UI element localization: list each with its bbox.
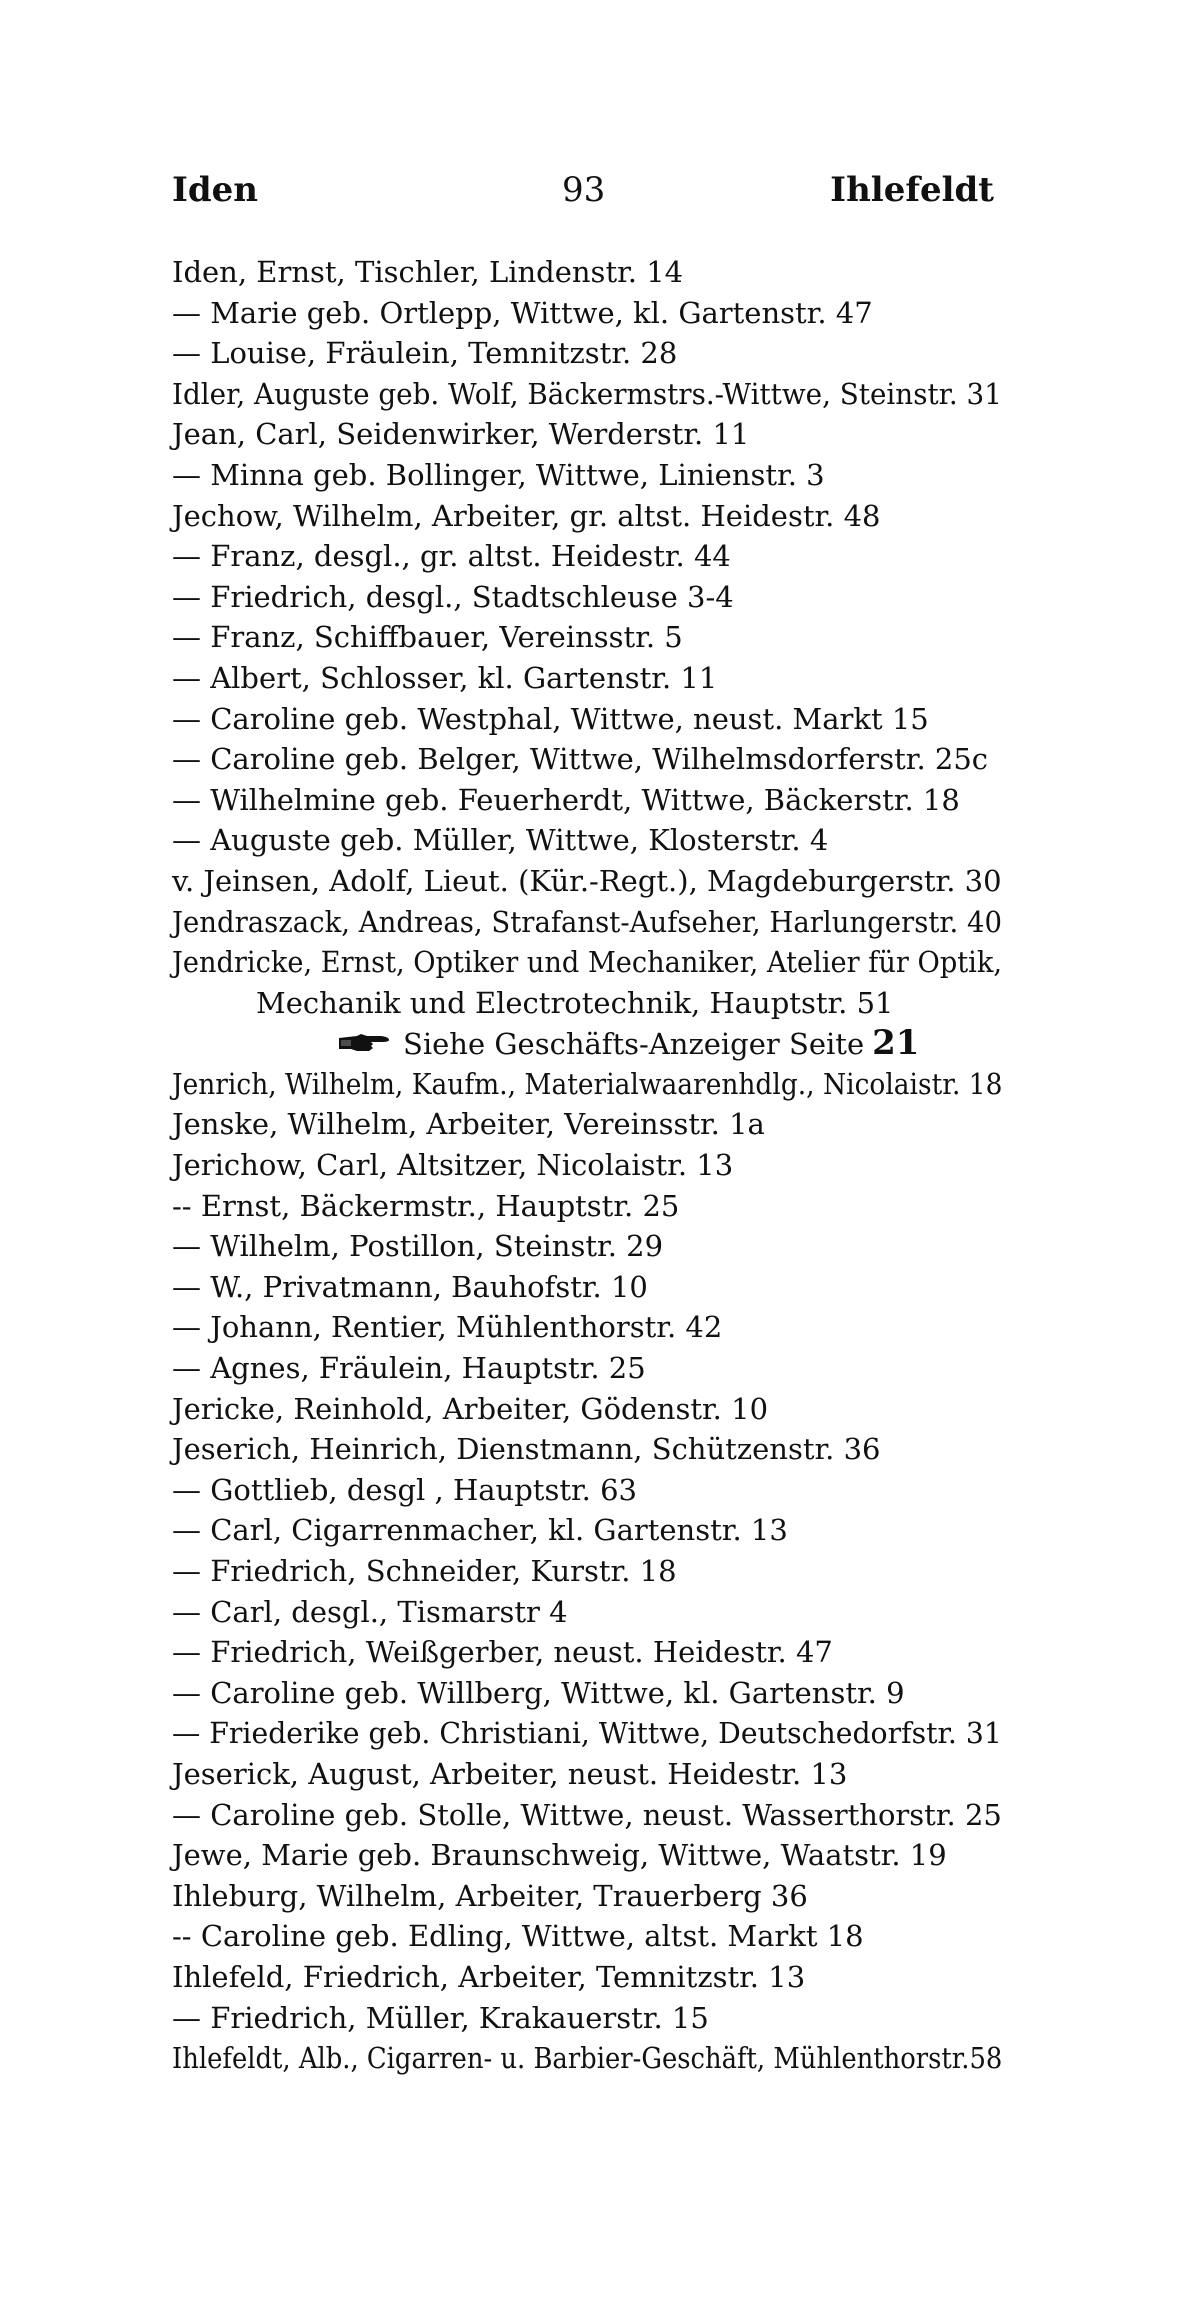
directory-subentry	[172, 1348, 1002, 1389]
advertisement-reference	[172, 1023, 1002, 1064]
entry-text: Jeserick, August, Arbeiter, neust. Heidestr. 13	[172, 1756, 848, 1791]
entry-text: Caroline geb. Edling, Wittwe, altst. Markt 18	[200, 1919, 864, 1954]
directory-subentry	[172, 1226, 1002, 1267]
entry-text: Ihlefeldt, Alb., Cigarren- u. Barbier-Geschäft, Mühlenthorstr.58	[172, 2041, 1003, 2076]
entry-text: Idler, Auguste geb. Wolf, Bäckermstrs.-Wittwe, Steinstr. 31	[172, 376, 1002, 411]
directory-entry	[172, 496, 1002, 537]
directory-subentry	[172, 293, 1002, 334]
entry-text: Jenske, Wilhelm, Arbeiter, Vereinsstr. 1a	[172, 1107, 765, 1142]
entry-text: Jericke, Reinhold, Arbeiter, Gödenstr. 10	[172, 1391, 769, 1426]
entry-text: Auguste geb. Müller, Wittwe, Klosterstr. 4	[210, 823, 829, 858]
entry-text: Jerichow, Carl, Altsitzer, Nicolaistr. 13	[172, 1148, 734, 1183]
entry-text: W., Privatmann, Bauhofstr. 10	[210, 1269, 648, 1304]
entry-text: Caroline geb. Belger, Wittwe, Wilhelmsdorferstr. 25c	[210, 742, 989, 777]
directory-entry	[172, 414, 1002, 455]
directory-entry	[172, 374, 1002, 415]
ditto-dash: —	[172, 1513, 211, 1548]
ditto-dash: —	[172, 539, 211, 574]
ditto-dash: —	[172, 1472, 211, 1507]
directory-entry	[172, 942, 1002, 983]
entry-text: Ihlefeld, Friedrich, Arbeiter, Temnitzstr. 13	[172, 1959, 806, 1994]
entry-text: Mechanik und Electrotechnik, Hauptstr. 51	[256, 985, 894, 1020]
directory-subentry	[172, 1592, 1002, 1633]
ditto-dash: —	[172, 701, 211, 736]
directory-subentry	[172, 780, 1002, 821]
directory-entry	[172, 902, 1003, 943]
page-number: 93	[562, 170, 606, 210]
ditto-dash: --	[172, 1919, 201, 1954]
entry-text: Wilhelm, Postillon, Steinstr. 29	[210, 1229, 664, 1264]
directory-subentry	[172, 1267, 1002, 1308]
directory-subentry	[172, 1795, 1002, 1836]
ditto-dash: --	[172, 1188, 201, 1223]
entry-text: Johann, Rentier, Mühlenthorstr. 42	[210, 1310, 723, 1345]
ditto-dash: —	[172, 1310, 211, 1345]
entry-continuation	[172, 983, 1002, 1024]
ditto-dash: —	[172, 1797, 211, 1832]
ditto-dash: —	[172, 1594, 211, 1629]
directory-subentry	[172, 1998, 1002, 2039]
entry-text: Jeserich, Heinrich, Dienstmann, Schützenstr. 36	[172, 1432, 881, 1467]
ditto-dash: —	[172, 1554, 211, 1588]
entry-text: Caroline geb. Willberg, Wittwe, kl. Gartenstr. 9	[210, 1675, 905, 1710]
directory-entry	[172, 1389, 1002, 1430]
directory-subentry	[172, 333, 1002, 374]
entry-text: Wilhelmine geb. Feuerherdt, Wittwe, Bäckerstr. 18	[210, 782, 960, 817]
directory-subentry	[172, 577, 1002, 618]
ditto-dash: —	[172, 1229, 211, 1264]
entry-text: Gottlieb, desgl , Hauptstr. 63	[210, 1472, 637, 1507]
directory-subentry	[172, 699, 1002, 740]
directory-entry	[172, 861, 1002, 902]
entry-text: Caroline geb. Westphal, Wittwe, neust. Markt 15	[210, 701, 929, 736]
entry-text: Franz, desgl., gr. altst. Heidestr. 44	[210, 539, 731, 574]
entry-text: Friedrich, Müller, Krakauerstr. 15	[210, 2000, 709, 2035]
entry-text: Carl, desgl., Tismarstr 4	[210, 1594, 568, 1629]
entry-text: Carl, Cigarrenmacher, kl. Gartenstr. 13	[210, 1513, 788, 1548]
ad-reference-text: Siehe Geschäfts-Anzeiger Seite	[403, 1027, 865, 1062]
ditto-dash: —	[172, 457, 211, 492]
directory-entry	[172, 252, 1002, 293]
entry-text: Marie geb. Ortlepp, Wittwe, kl. Gartenstr. 47	[210, 295, 873, 330]
ditto-dash: —	[172, 1351, 211, 1386]
ditto-dash: —	[172, 295, 211, 330]
directory-subentry	[172, 1470, 1002, 1511]
entry-text: Louise, Fräulein, Temnitzstr. 28	[210, 336, 678, 371]
directory-entry	[172, 1876, 1002, 1917]
directory-subentry	[172, 1510, 1002, 1551]
directory-subentry	[172, 1186, 1002, 1227]
directory-entry	[172, 1104, 1002, 1145]
directory-entries	[172, 252, 1002, 2079]
ditto-dash: —	[172, 1716, 210, 1751]
directory-subentry	[172, 1673, 1002, 1714]
ad-page-number: 21	[872, 1023, 920, 1064]
ditto-dash: —	[172, 1675, 211, 1710]
directory-subentry	[172, 1307, 1002, 1348]
directory-subentry	[172, 1632, 1002, 1673]
ditto-dash: —	[172, 660, 211, 695]
ditto-dash: —	[172, 579, 211, 614]
directory-subentry	[172, 739, 1002, 780]
directory-subentry	[172, 455, 1002, 496]
entry-text: Jendricke, Ernst, Optiker und Mechaniker, Atelier für Optik,	[172, 945, 1002, 980]
entry-text: Jean, Carl, Seidenwirker, Werderstr. 11	[172, 417, 750, 452]
directory-subentry	[172, 658, 1002, 699]
entry-text: Minna geb. Bollinger, Wittwe, Linienstr. 3	[210, 457, 825, 492]
ditto-dash: —	[172, 336, 211, 371]
entry-text: Caroline geb. Stolle, Wittwe, neust. Wasserthorstr. 25	[210, 1797, 1002, 1832]
entry-text: Friedrich, Schneider, Kurstr. 18	[210, 1554, 677, 1588]
directory-entry	[172, 1064, 1003, 1105]
entry-text: Ernst, Bäckermstr., Hauptstr. 25	[200, 1188, 680, 1223]
entry-text: Friedrich, Weißgerber, neust. Heidestr. 47	[210, 1635, 833, 1670]
directory-entry	[172, 1145, 1002, 1186]
directory-subentry	[172, 1551, 1002, 1592]
entry-text: Albert, Schlosser, kl. Gartenstr. 11	[210, 660, 718, 695]
entry-text: v. Jeinsen, Adolf, Lieut. (Kür.-Regt.), Magdeburgerstr. 30	[172, 863, 1002, 898]
directory-subentry	[172, 536, 1002, 577]
entry-text: Franz, Schiffbauer, Vereinsstr. 5	[210, 620, 683, 655]
entry-text: Ihleburg, Wilhelm, Arbeiter, Trauerberg 36	[172, 1878, 808, 1913]
directory-entry	[172, 1754, 1002, 1795]
header-last-entry: Ihlefeldt	[830, 170, 994, 210]
directory-entry	[172, 1835, 1002, 1876]
page-header	[172, 170, 994, 216]
ditto-dash: —	[172, 2000, 211, 2035]
entry-text: Agnes, Fräulein, Hauptstr. 25	[210, 1351, 646, 1386]
entry-text: Jendraszack, Andreas, Strafanst-Aufseher, Harlungerstr. 40	[172, 904, 1003, 939]
entry-text: Friederike geb. Christiani, Wittwe, Deutschedorfstr. 31	[209, 1716, 1002, 1751]
ditto-dash: —	[172, 742, 211, 777]
directory-subentry	[172, 820, 1002, 861]
directory-entry	[172, 1957, 1002, 1998]
ditto-dash: —	[172, 782, 211, 817]
pointing-hand-icon	[337, 1032, 391, 1054]
ditto-dash: —	[172, 620, 211, 655]
header-first-entry: Iden	[172, 170, 259, 210]
entry-text: Jechow, Wilhelm, Arbeiter, gr. altst. Heidestr. 48	[172, 498, 881, 533]
entry-text: Jewe, Marie geb. Braunschweig, Wittwe, Waatstr. 19	[172, 1838, 947, 1873]
directory-subentry	[172, 1713, 1002, 1754]
directory-entry	[172, 2038, 1003, 2079]
entry-text: Friedrich, desgl., Stadtschleuse 3-4	[210, 579, 734, 614]
ditto-dash: —	[172, 1269, 211, 1304]
entry-text: Iden, Ernst, Tischler, Lindenstr. 14	[172, 255, 684, 289]
ditto-dash: —	[172, 823, 211, 858]
directory-entry	[172, 1429, 1002, 1470]
entry-text: Jenrich, Wilhelm, Kaufm., Materialwaarenhdlg., Nicolaistr. 18	[172, 1066, 1003, 1101]
directory-subentry	[172, 1916, 1002, 1957]
ditto-dash: —	[172, 1635, 211, 1670]
directory-subentry	[172, 617, 1002, 658]
